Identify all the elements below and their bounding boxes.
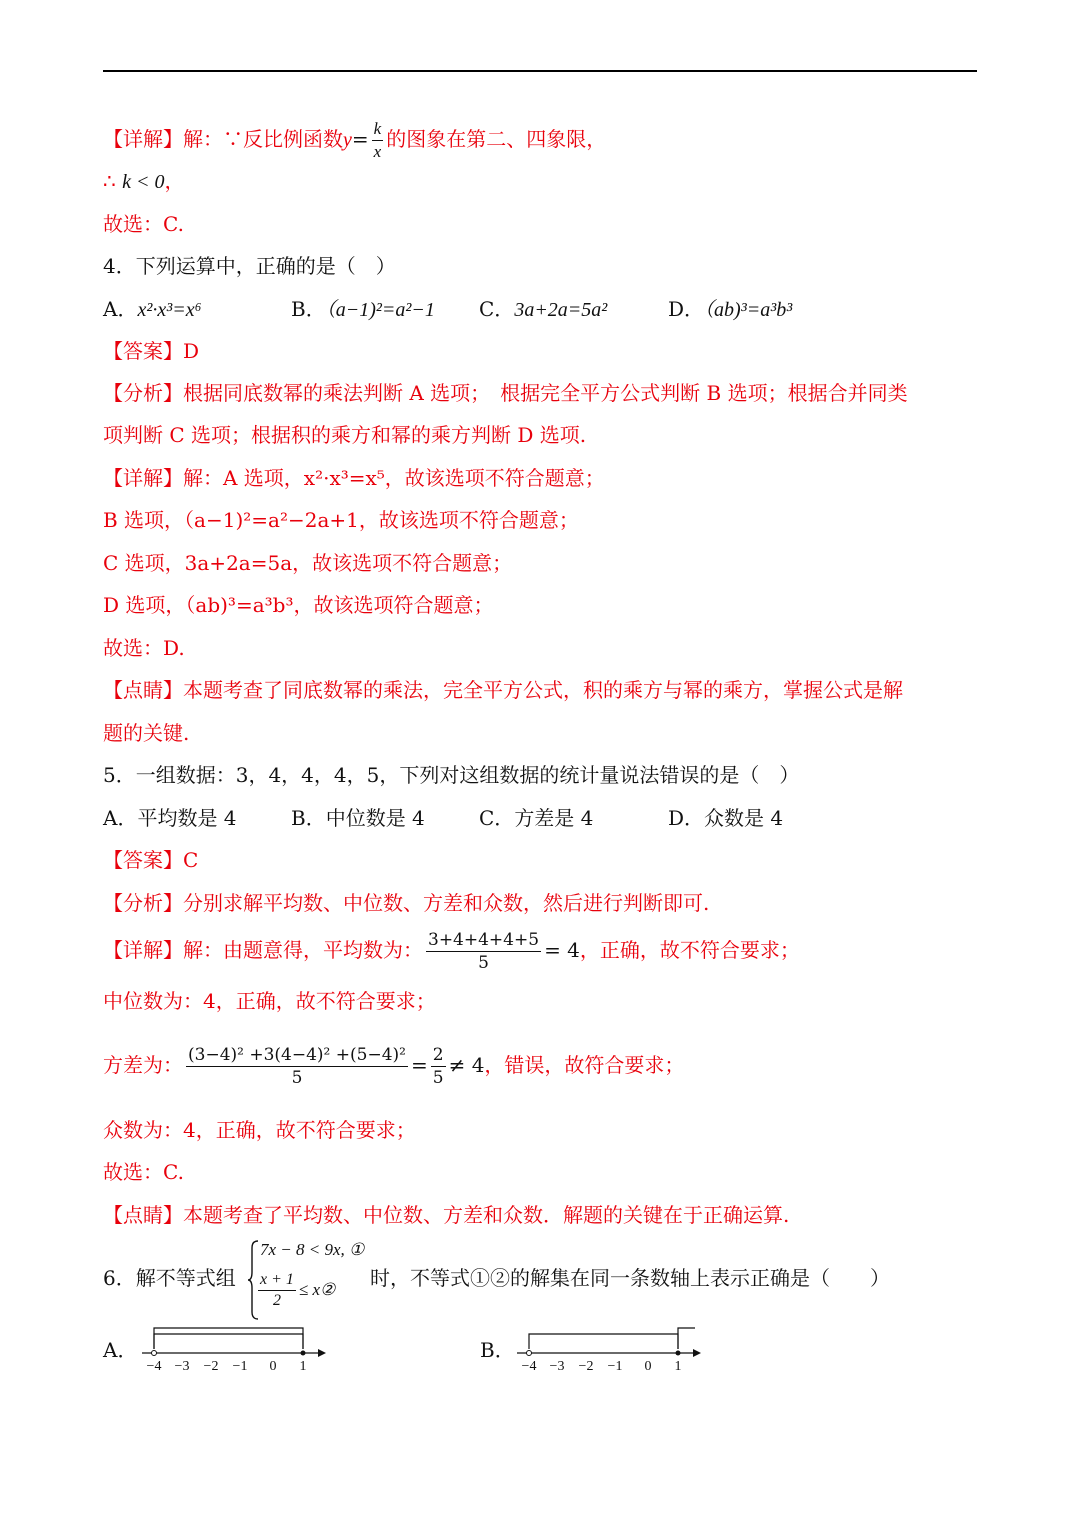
q4-detail-c: C 选项，3a+2a=5a，故该选项不符合题意； [103,551,513,575]
q5-stem: 5．一组数据：3，4，4，4，5，下列对这组数据的统计量说法错误的是（ ） [103,763,800,787]
closed-dot-1 [301,1351,306,1356]
tick-label: −1 [607,1359,623,1374]
q5-variance: 方差为： $\frac{\text{(3−4)² +3(4−4)² +(5−4)²}}{5}$ = $\frac{2}{5}$ ≠ 4，错误，故符合要求； [103,1045,685,1088]
q5-point: 【点睛】本题考查了平均数、中位数、方差和众数．解题的关键在于正确运算. [103,1203,790,1227]
q5-choose: 故选：C. [103,1160,184,1184]
inequality-2: $\frac{x + 1}{2}$ ≤ x② [260,1271,336,1309]
q5-option-a: A．平均数是 4 [103,806,237,830]
q5-option-c: C．方差是 4 [479,806,594,830]
q5-option-b: B．中位数是 4 [291,806,425,830]
two-fifths-fraction: $\frac{2}{5}$ [432,1045,444,1088]
q3-choose: 故选：C. [103,212,184,236]
open-dot-minus-4 [152,1351,157,1356]
q3-therefore: ∴ k < 0， [103,169,185,193]
tick-label: 0 [644,1359,652,1374]
inequality-1: 7x − 8 < 9x, ① [260,1240,365,1259]
q5-options [103,805,977,831]
q4-point-1: 【点睛】本题考查了同底数幂的乘法，完全平方公式，积的乘方与幂的乘方，掌握公式是解 [103,678,903,702]
tick-label: −2 [578,1359,594,1374]
q4-option-d: D．（ab)³=a³b³ [668,297,793,321]
tick-label: −4 [521,1359,537,1374]
tick-label: −2 [203,1359,219,1374]
number-line-b [513,1320,713,1376]
interval-bracket-a [154,1328,303,1349]
q6-stem-tail: 时，不等式①②的解集在同一条数轴上表示正确是（ ） [370,1266,890,1290]
q3-detail: 【详解】解：∵反比例函数y= $\frac{k}{x}$ 的图象在第二、四象限， [103,119,607,161]
q4-stem: 4．下列运算中，正确的是（ ） [103,254,396,278]
q4-option-c: C．3a+2a=5a² [479,297,608,321]
q4-analysis-1: 【分析】根据同底数幂的乘法判断 A 选项； 根据完全平方公式判断 B 选项；根据合并同类 [103,381,908,405]
tick-label: −4 [146,1359,162,1374]
tick-label: 0 [269,1359,277,1374]
q4-answer: 【答案】D [103,339,200,363]
q4-detail-d: D 选项，（ab)³=a³b³，故该选项符合题意； [103,593,494,617]
open-dot-minus-4 [527,1351,532,1356]
q4-detail-a: 【详解】解：A 选项，x²·x³=x⁵，故该选项不符合题意； [103,466,605,490]
q6-option-a-label: A． [103,1338,138,1362]
tick-label: −1 [232,1359,248,1374]
q4-choose: 故选：D. [103,636,185,660]
q5-analysis: 【分析】分别求解平均数、中位数、方差和众数，然后进行判断即可. [103,891,710,915]
q4-option-b: B．（a−1)²=a²−1 [291,297,435,321]
q6-stem-lead: 6．解不等式组 [103,1266,236,1290]
interval-bracket-b [529,1328,695,1349]
q6-option-b-label: B． [480,1338,515,1362]
closed-dot-1 [676,1351,681,1356]
number-line-a [138,1320,338,1376]
q5-option-d: D．众数是 4 [668,806,784,830]
tick-label: 1 [674,1359,682,1374]
tick-label: −3 [549,1359,565,1374]
q5-answer: 【答案】C [103,848,199,872]
q4-detail-b: B 选项，（a−1)²=a²−2a+1，故该选项不符合题意； [103,508,579,532]
q4-point-2: 题的关键. [103,721,190,745]
tick-label: −3 [174,1359,190,1374]
q5-mode: 众数为：4，正确，故不符合要求； [103,1118,416,1142]
q5-median: 中位数为：4，正确，故不符合要求； [103,989,436,1013]
header-rule [103,70,977,72]
q4-analysis-2: 项判断 C 选项；根据积的乘方和幂的乘方判断 D 选项. [103,423,587,447]
q4-options [103,296,977,322]
fraction-k-over-x: $\frac{k}{x}$ [373,119,382,161]
mean-fraction: $\frac{3+4+4+4+5}{5}$ [428,930,540,973]
tick-label: 1 [299,1359,307,1374]
variance-fraction: $\frac{\text{(3−4)² +3(4−4)² +(5−4)²}}{5}$ [188,1045,406,1088]
q4-option-a: A．x²·x³=x⁶ [103,297,202,321]
q5-detail-mean: 【详解】解：由题意得，平均数为： $\frac{3+4+4+4+5}{5}$ = 4，正确，故不符合要求； [103,930,800,973]
